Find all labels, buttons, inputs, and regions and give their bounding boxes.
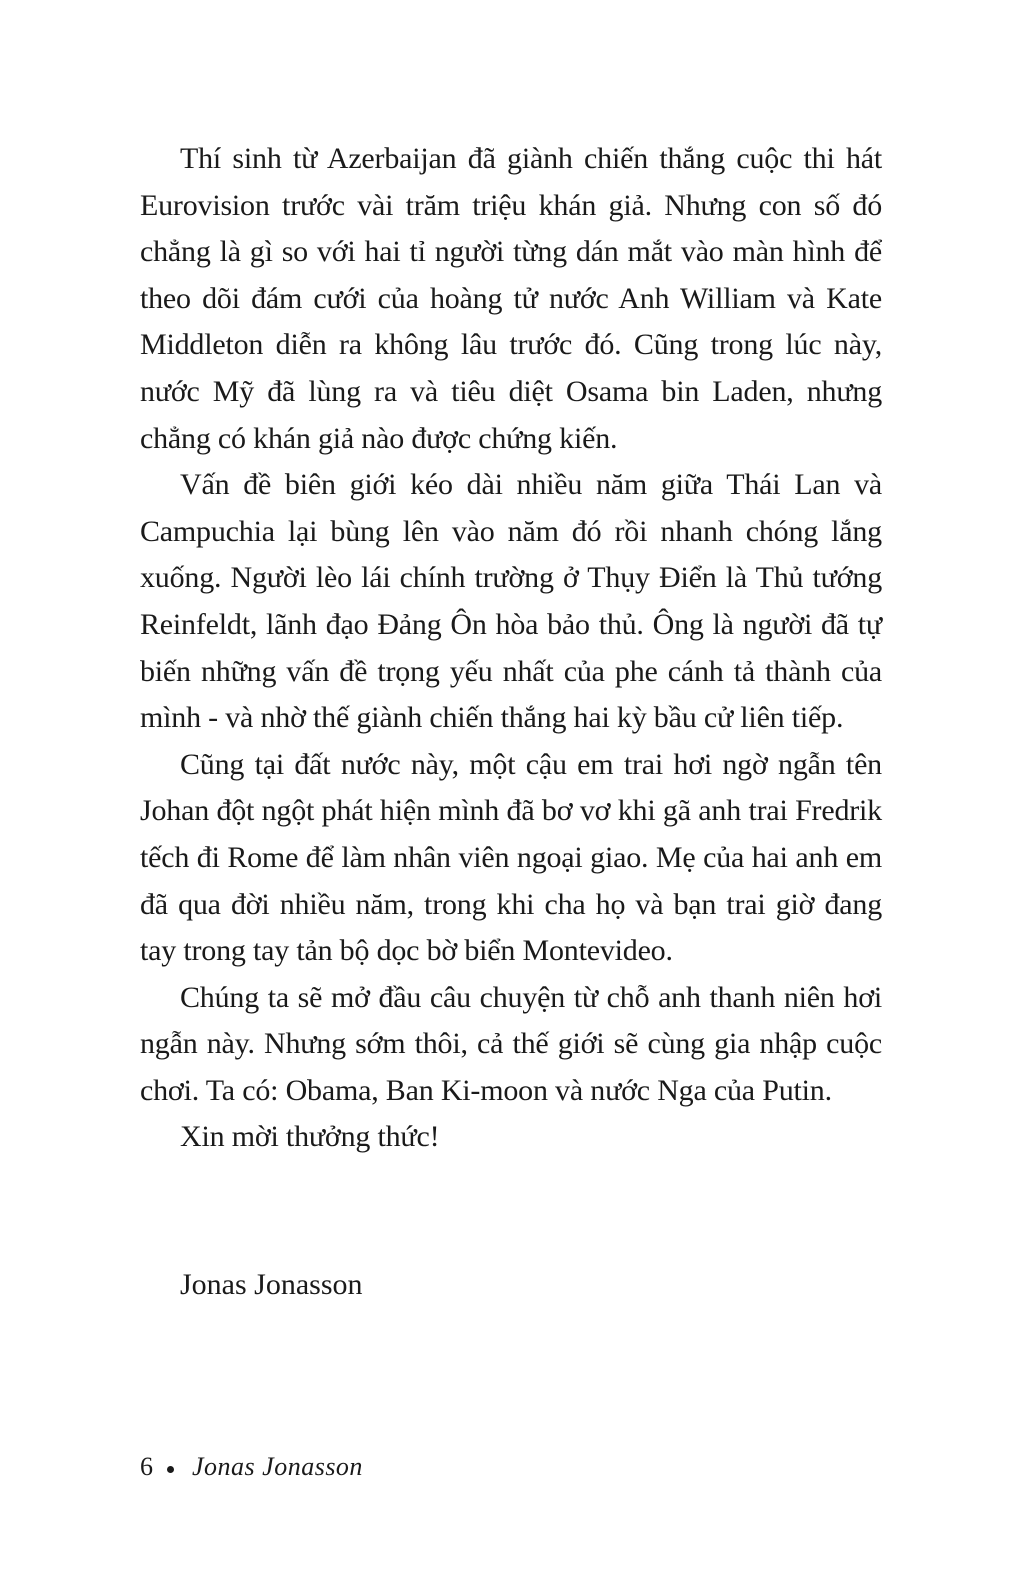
running-header: Jonas Jonasson (192, 1452, 363, 1481)
paragraph-5: Xin mời thưởng thức! (180, 1120, 440, 1154)
paragraph-1: Thí sinh từ Azerbaijan đã giành chiến thắng cuộc thi hát Eurovision trước vài trăm triệu khán giả. Nhưng con số đó chẳng là gì so với hai tỉ người từng dán mắt vào màn hình để theo dõi đám cưới của hoàng tử nước Anh William và Kate Middleton diễn ra không lâu trước đó. Cũng trong lúc này, nước Mỹ đã lùng ra và tiêu diệt Osama bin Laden, nhưng chẳng có khán giả nào được chứng kiến. (140, 142, 882, 455)
author-signature: Jonas Jonasson (180, 1268, 363, 1301)
paragraph-2: Vấn đề biên giới kéo dài nhiều năm giữa Thái Lan và Campuchia lại bùng lên vào năm đó rồi nhanh chóng lắng xuống. Người lèo lái chính trường ở Thụy Điển là Thủ tướng Reinfeldt, lãnh đạo Đảng Ôn hòa bảo thủ. Ông là người đã tự biến những vấn đề trọng yếu nhất của phe cánh tả thành của mình - và nhờ thế giành chiến thắng hai kỳ bầu cử liên tiếp. (140, 468, 882, 735)
page-number: 6 (140, 1452, 153, 1481)
paragraph-4: Chúng ta sẽ mở đầu câu chuyện từ chỗ anh thanh niên hơi ngẫn này. Nhưng sớm thôi, cả thế giới sẽ cùng gia nhập cuộc chơi. Ta có: Obama, Ban Ki-moon và nước Nga của Putin. (140, 980, 882, 1107)
bullet-separator-icon (167, 1466, 174, 1473)
page-footer (140, 1452, 363, 1482)
body-text (140, 136, 882, 1161)
paragraph-3: Cũng tại đất nước này, một cậu em trai hơi ngờ ngẫn tên Johan đột ngột phát hiện mình đã bơ vơ khi gã anh trai Fredrik tếch đi Rome để làm nhân viên ngoại giao. Mẹ của hai anh em đã qua đời nhiều năm, trong khi cha họ và bạn trai giờ đang tay trong tay tản bộ dọc bờ biển Montevideo. (140, 747, 882, 968)
